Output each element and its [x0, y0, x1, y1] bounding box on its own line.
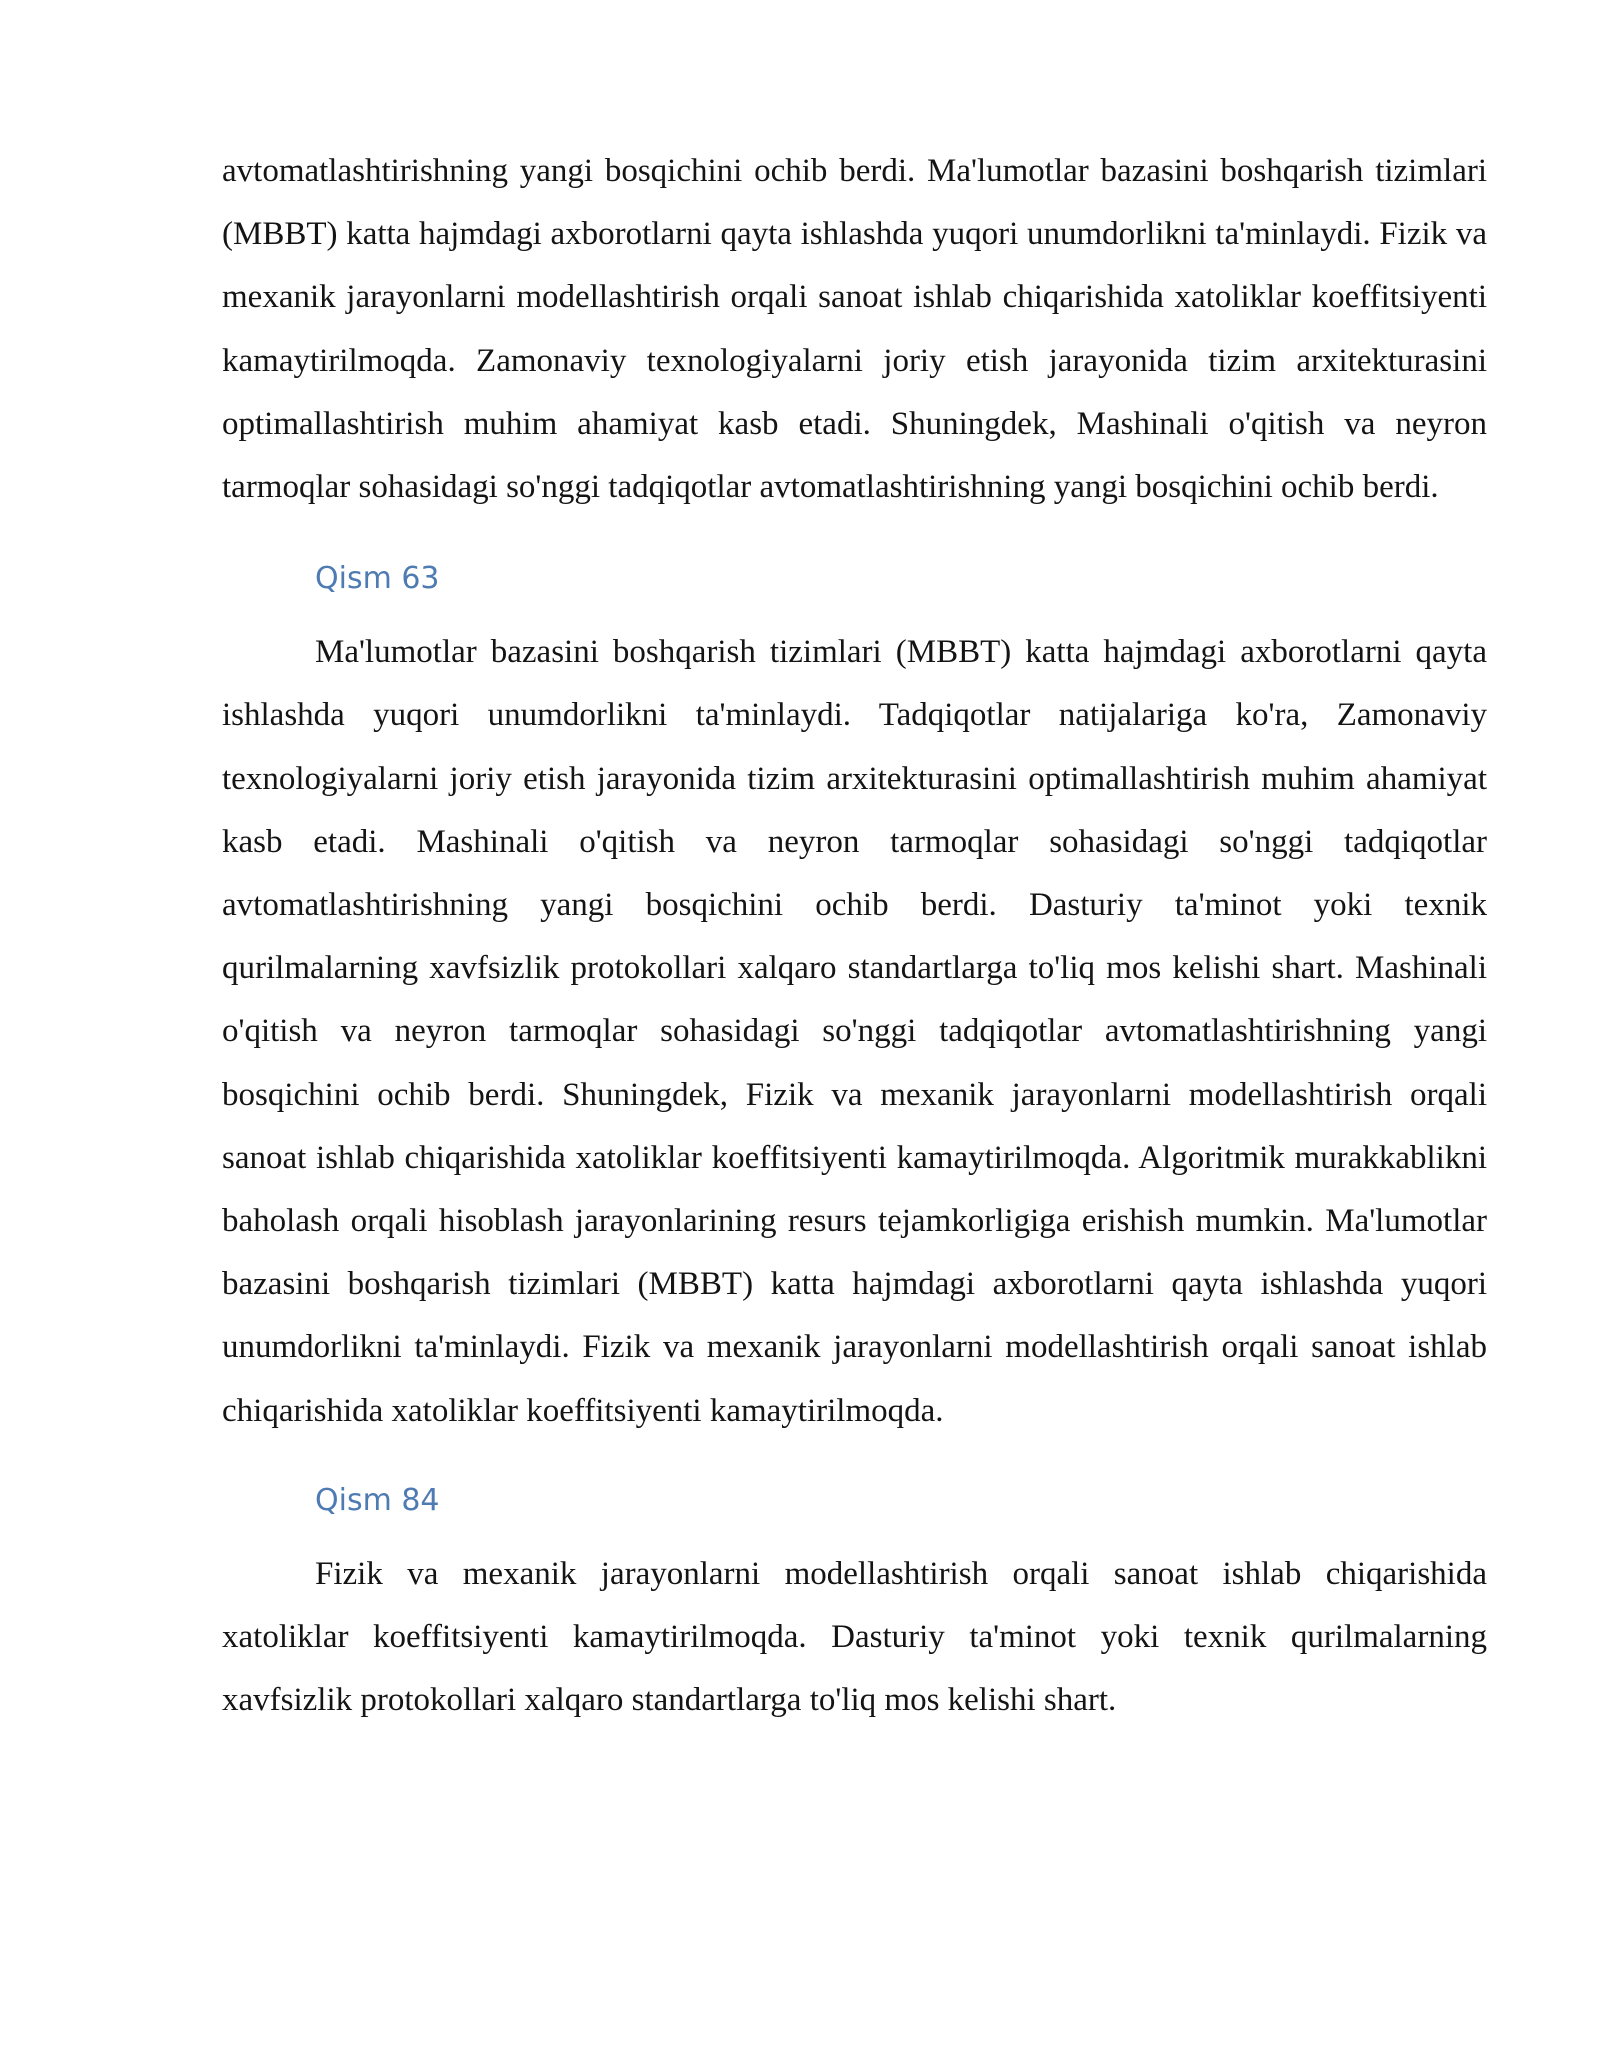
document-body [222, 140, 1487, 1732]
section-heading-qism-63: Qism 63 [315, 561, 440, 597]
paragraph-section-84: Fizik va mexanik jarayonlarni modellashtirish orqali sanoat ishlab chiqarishida xatoliklar koeffitsiyenti kamaytirilmoqda. Dasturiy ta'minot yoki texnik qurilmalarning xavfsizlik protokollari xalqaro standartlarga to'liq mos kelishi shart. [222, 1555, 1487, 1719]
section-heading-qism-84: Qism 84 [315, 1482, 440, 1518]
paragraph-section-63: Ma'lumotlar bazasini boshqarish tizimlari (MBBT) katta hajmdagi axborotlarni qayta ishlashda yuqori unumdorlikni ta'minlaydi. Tadqiqotlar natijalariga ko'ra, Zamonaviy texnologiyalarni joriy etish jarayonida tizim arxitekturasini optimallashtirish muhim ahamiyat kasb etadi. Mashinali o'qitish va neyron tarmoqlar sohasidagi so'nggi tadqiqotlar avtomatlashtirishning yangi bosqichini ochib berdi. Dasturiy ta'minot yoki texnik qurilmalarning xavfsizlik protokollari xalqaro standartlarga to'liq mos kelishi shart. Mashinali o'qitish va neyron tarmoqlar sohasidagi so'nggi tadqiqotlar avtomatlashtirishning yangi bosqichini ochib berdi. Shuningdek, Fizik va mexanik jarayonlarni modellashtirish orqali sanoat ishlab chiqarishida xatoliklar koeffitsiyenti kamaytirilmoqda. Algoritmik murakkablikni baholash orqali hisoblash jarayonlarining resurs tejamkorligiga erishish mumkin. Ma'lumotlar bazasini boshqarish tizimlari (MBBT) katta hajmdagi axborotlarni qayta ishlashda yuqori unumdorlikni ta'minlaydi. Fizik va mexanik jarayonlarni modellashtirish orqali sanoat ishlab chiqarishida xatoliklar koeffitsiyenti kamaytirilmoqda. [222, 634, 1487, 1429]
paragraph-continued: avtomatlashtirishning yangi bosqichini ochib berdi. Ma'lumotlar bazasini boshqarish tizimlari (MBBT) katta hajmdagi axborotlarni qayta ishlashda yuqori unumdorlikni ta'minlaydi. Fizik va mexanik jarayonlarni modellashtirish orqali sanoat ishlab chiqarishida xatoliklar koeffitsiyenti kamaytirilmoqda. Zamonaviy texnologiyalarni joriy etish jarayonida tizim arxitekturasini optimallashtirish muhim ahamiyat kasb etadi. Shuningdek, Mashinali o'qitish va neyron tarmoqlar sohasidagi so'nggi tadqiqotlar avtomatlashtirishning yangi bosqichini ochib berdi. [222, 153, 1487, 506]
